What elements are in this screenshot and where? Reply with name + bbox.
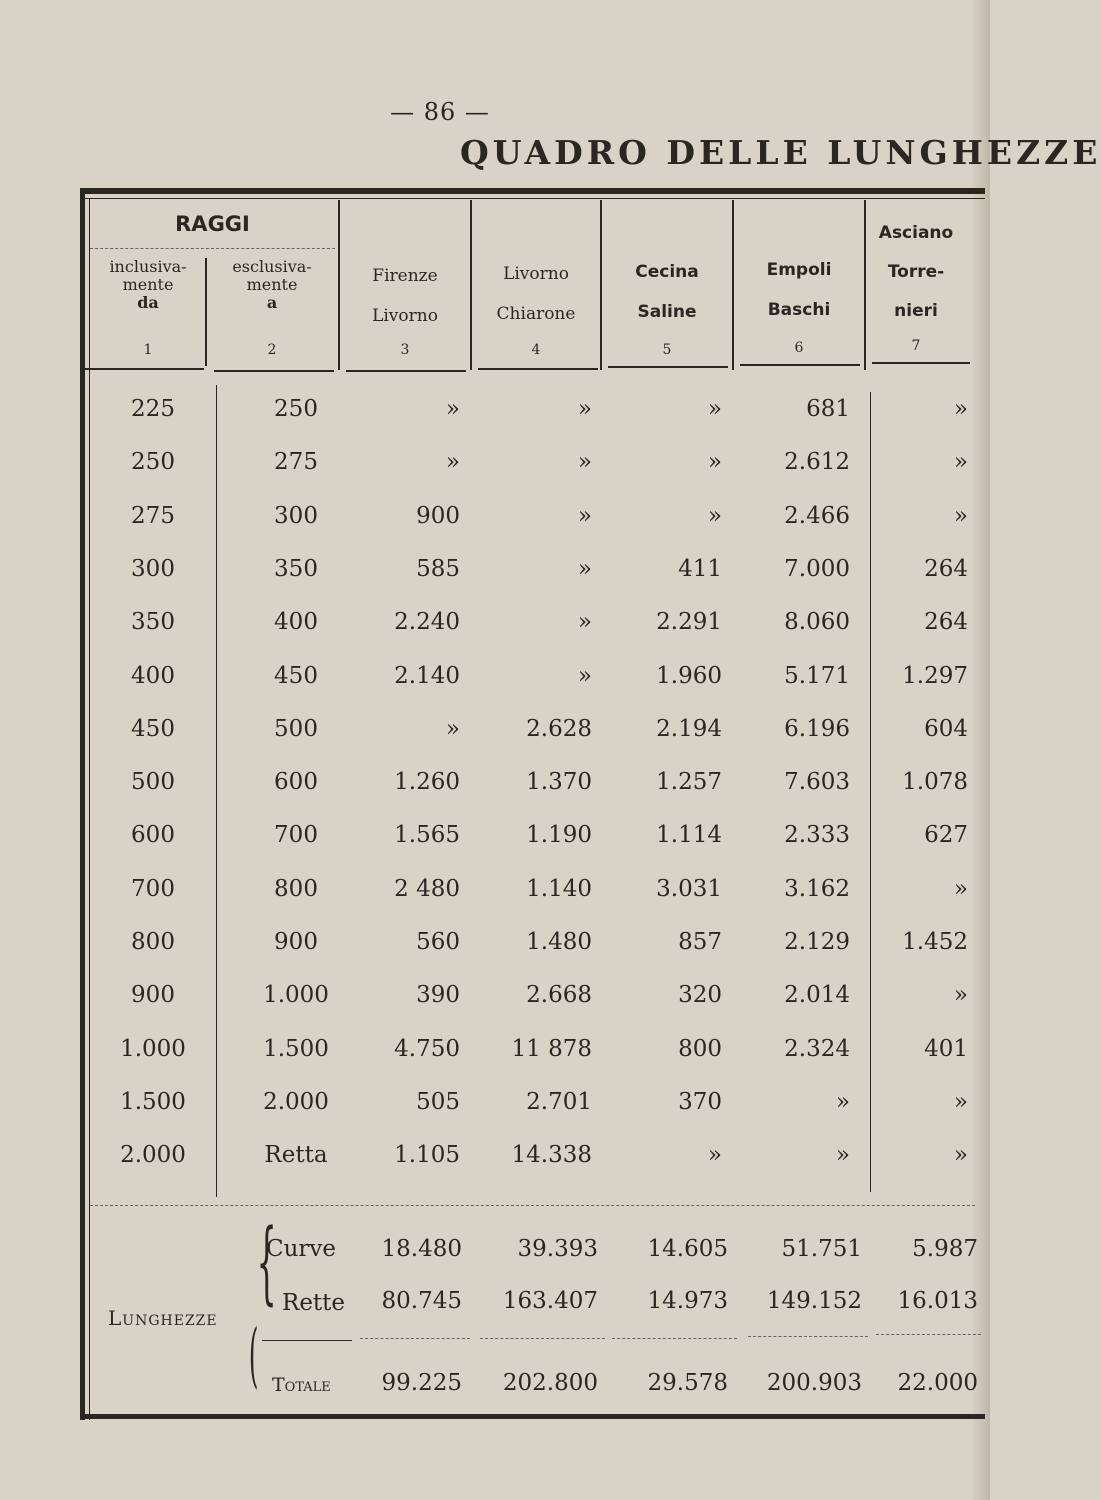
table-cell-r15-c4: 14.338	[511, 1142, 592, 1168]
curve-value-c3: 18.480	[381, 1236, 462, 1262]
table-cell-r13-c2: 1.500	[263, 1036, 329, 1062]
table-cell-r6-c7: 1.297	[902, 663, 968, 689]
rette-value-c3: 80.745	[381, 1288, 462, 1314]
table-cell-r9-c6: 2.333	[784, 822, 850, 848]
page-title: QUADRO DELLE LUNGHEZZE	[460, 133, 1101, 172]
table-cell-r8-c3: 1.260	[394, 769, 460, 795]
table-cell-r3-c1: 275	[131, 503, 175, 529]
brace-totale: (	[248, 1314, 259, 1396]
top-rule-thick	[80, 188, 985, 194]
table-cell-r7-c1: 450	[131, 716, 175, 742]
table-cell-r10-c2: 800	[274, 876, 318, 902]
table-cell-r14-c7: »	[953, 1089, 968, 1115]
table-cell-r3-c5: »	[707, 503, 722, 529]
table-cell-r11-c7: 1.452	[902, 929, 968, 955]
totale-label: Totale	[272, 1374, 331, 1396]
table-cell-r3-c2: 300	[274, 503, 318, 529]
table-cell-r7-c3: »	[445, 716, 460, 742]
table-cell-r5-c7: 264	[924, 609, 968, 635]
table-cell-r11-c3: 560	[416, 929, 460, 955]
table-cell-r3-c7: »	[953, 503, 968, 529]
header-underline-4	[478, 368, 598, 370]
table-cell-r7-c5: 2.194	[656, 716, 722, 742]
table-cell-r5-c2: 400	[274, 609, 318, 635]
table-cell-r10-c1: 700	[131, 876, 175, 902]
summary-separator	[90, 1205, 975, 1206]
table-cell-r8-c6: 7.603	[784, 769, 850, 795]
table-cell-r2-c3: »	[445, 449, 460, 475]
table-cell-r12-c1: 900	[131, 982, 175, 1008]
table-cell-r9-c5: 1.114	[656, 822, 722, 848]
top-rule-thin	[80, 198, 985, 199]
table-cell-r11-c6: 2.129	[784, 929, 850, 955]
table-cell-r2-c6: 2.612	[784, 449, 850, 475]
raggi-underline	[90, 248, 335, 249]
col6-header: Empoli Baschi	[766, 260, 832, 320]
table-cell-r1-c1: 225	[131, 396, 175, 422]
table-cell-r6-c5: 1.960	[656, 663, 722, 689]
totale-value-c4: 202.800	[502, 1370, 598, 1396]
table-cell-r1-c5: »	[707, 396, 722, 422]
table-cell-r12-c2: 1.000	[263, 982, 329, 1008]
table-cell-r7-c2: 500	[274, 716, 318, 742]
totale-separator-2	[480, 1338, 605, 1339]
header-underline-6	[740, 364, 860, 366]
table-cell-r13-c6: 2.324	[784, 1036, 850, 1062]
table-cell-r14-c6: »	[835, 1089, 850, 1115]
table-cell-r10-c7: »	[953, 876, 968, 902]
table-cell-r12-c3: 390	[416, 982, 460, 1008]
table-cell-r1-c7: »	[953, 396, 968, 422]
curve-value-c7: 5.987	[912, 1236, 978, 1262]
table-cell-r4-c4: »	[577, 556, 592, 582]
table-cell-r11-c5: 857	[678, 929, 722, 955]
header-underline-3	[346, 370, 466, 372]
table-cell-r4-c5: 411	[678, 556, 722, 582]
curve-value-c5: 14.605	[647, 1236, 728, 1262]
table-cell-r6-c6: 5.171	[784, 663, 850, 689]
table-cell-r8-c7: 1.078	[902, 769, 968, 795]
col2-number: 2	[267, 342, 277, 358]
table-cell-r9-c4: 1.190	[526, 822, 592, 848]
table-cell-r14-c2: 2.000	[263, 1089, 329, 1115]
totale-value-c6: 200.903	[766, 1370, 862, 1396]
totale-separator-1	[360, 1338, 470, 1339]
rette-underline	[262, 1340, 352, 1341]
table-cell-r10-c5: 3.031	[656, 876, 722, 902]
table-cell-r7-c6: 6.196	[784, 716, 850, 742]
table-cell-r6-c3: 2.140	[394, 663, 460, 689]
table-cell-r13-c5: 800	[678, 1036, 722, 1062]
header-underline-7	[872, 362, 970, 364]
totale-separator-5	[876, 1334, 981, 1335]
left-border	[80, 188, 85, 1420]
table-cell-r1-c6: 681	[806, 396, 850, 422]
left-border-inner	[89, 198, 90, 1420]
table-cell-r3-c3: 900	[416, 503, 460, 529]
totale-value-c3: 99.225	[381, 1370, 462, 1396]
table-cell-r8-c5: 1.257	[656, 769, 722, 795]
table-cell-r1-c4: »	[577, 396, 592, 422]
table-cell-r5-c3: 2.240	[394, 609, 460, 635]
col7-number: 7	[911, 338, 921, 354]
table-cell-r4-c3: 585	[416, 556, 460, 582]
totale-separator-4	[748, 1336, 868, 1337]
table-cell-r15-c1: 2.000	[120, 1142, 186, 1168]
table-cell-r8-c4: 1.370	[526, 769, 592, 795]
rette-value-c5: 14.973	[647, 1288, 728, 1314]
table-cell-r5-c1: 350	[131, 609, 175, 635]
col7-header: Asciano Torre- nieri	[878, 223, 954, 321]
curve-label: Curve	[266, 1236, 337, 1262]
table-cell-r15-c6: »	[835, 1142, 850, 1168]
col1-number: 1	[143, 342, 153, 358]
table-cell-r5-c5: 2.291	[656, 609, 722, 635]
totale-value-c5: 29.578	[647, 1370, 728, 1396]
totale-separator-3	[612, 1338, 737, 1339]
col3-header: Firenze Livorno	[372, 266, 438, 326]
col6-number: 6	[794, 340, 804, 356]
table-cell-r15-c2: Retta	[264, 1142, 328, 1168]
col2-header: esclusiva- mente a	[232, 257, 312, 312]
table-cell-r10-c3: 2 480	[394, 876, 460, 902]
table-cell-r12-c4: 2.668	[526, 982, 592, 1008]
table-cell-r6-c1: 400	[131, 663, 175, 689]
table-cell-r6-c2: 450	[274, 663, 318, 689]
col4-number: 4	[531, 342, 541, 358]
col4-header: Livorno Chiarone	[496, 264, 576, 324]
curve-value-c6: 51.751	[781, 1236, 862, 1262]
table-cell-r6-c4: »	[577, 663, 592, 689]
table-cell-r5-c6: 8.060	[784, 609, 850, 635]
table-cell-r7-c4: 2.628	[526, 716, 592, 742]
totale-value-c7: 22.000	[897, 1370, 978, 1396]
table-cell-r10-c4: 1.140	[526, 876, 592, 902]
body-divider-1-2	[216, 385, 217, 1197]
table-cell-r13-c4: 11 878	[511, 1036, 592, 1062]
table-cell-r14-c5: 370	[678, 1089, 722, 1115]
rette-value-c7: 16.013	[897, 1288, 978, 1314]
header-underline-1	[84, 368, 204, 370]
table-cell-r15-c5: »	[707, 1142, 722, 1168]
table-cell-r8-c2: 600	[274, 769, 318, 795]
table-cell-r5-c4: »	[577, 609, 592, 635]
raggi-header: RAGGI	[175, 212, 250, 236]
table-cell-r4-c7: 264	[924, 556, 968, 582]
table-cell-r13-c3: 4.750	[394, 1036, 460, 1062]
table-cell-r2-c1: 250	[131, 449, 175, 475]
table-cell-r9-c1: 600	[131, 822, 175, 848]
table-cell-r15-c3: 1.105	[394, 1142, 460, 1168]
table-cell-r9-c2: 700	[274, 822, 318, 848]
rette-value-c6: 149.152	[766, 1288, 862, 1314]
rette-label: Rette	[282, 1290, 346, 1316]
rette-value-c4: 163.407	[502, 1288, 598, 1314]
table-cell-r2-c2: 275	[274, 449, 318, 475]
lunghezze-label: Lunghezze	[108, 1306, 218, 1330]
table-cell-r10-c6: 3.162	[784, 876, 850, 902]
divider-1-2-header	[205, 258, 207, 366]
col3-number: 3	[400, 342, 410, 358]
table-cell-r9-c3: 1.565	[394, 822, 460, 848]
table-cell-r14-c4: 2.701	[526, 1089, 592, 1115]
col1-header: inclusiva- mente da	[109, 257, 187, 312]
table-cell-r15-c7: »	[953, 1142, 968, 1168]
table-cell-r2-c5: »	[707, 449, 722, 475]
table-cell-r14-c3: 505	[416, 1089, 460, 1115]
bottom-rule	[80, 1414, 985, 1419]
table-cell-r3-c6: 2.466	[784, 503, 850, 529]
col5-number: 5	[662, 342, 672, 358]
header-underline-5	[608, 366, 728, 368]
table-cell-r12-c5: 320	[678, 982, 722, 1008]
table-cell-r11-c1: 800	[131, 929, 175, 955]
table-cell-r4-c2: 350	[274, 556, 318, 582]
table-cell-r7-c7: 604	[924, 716, 968, 742]
table-cell-r1-c3: »	[445, 396, 460, 422]
table-cell-r14-c1: 1.500	[120, 1089, 186, 1115]
page-number: — 86 —	[390, 98, 490, 126]
col5-header: Cecina Saline	[635, 262, 699, 322]
table-cell-r1-c2: 250	[274, 396, 318, 422]
table-cell-r13-c1: 1.000	[120, 1036, 186, 1062]
table-cell-r9-c7: 627	[924, 822, 968, 848]
table-cell-r2-c7: »	[953, 449, 968, 475]
table-cell-r8-c1: 500	[131, 769, 175, 795]
table-cell-r11-c4: 1.480	[526, 929, 592, 955]
table-cell-r12-c7: »	[953, 982, 968, 1008]
table-cell-r3-c4: »	[577, 503, 592, 529]
table-cell-r11-c2: 900	[274, 929, 318, 955]
table-cell-r13-c7: 401	[924, 1036, 968, 1062]
brace-curve-rette: {	[256, 1210, 277, 1315]
page-edge	[972, 0, 990, 1500]
header-underline-2	[214, 370, 334, 372]
table-cell-r4-c1: 300	[131, 556, 175, 582]
curve-value-c4: 39.393	[517, 1236, 598, 1262]
table-cell-r12-c6: 2.014	[784, 982, 850, 1008]
table-cell-r2-c4: »	[577, 449, 592, 475]
table-cell-r4-c6: 7.000	[784, 556, 850, 582]
